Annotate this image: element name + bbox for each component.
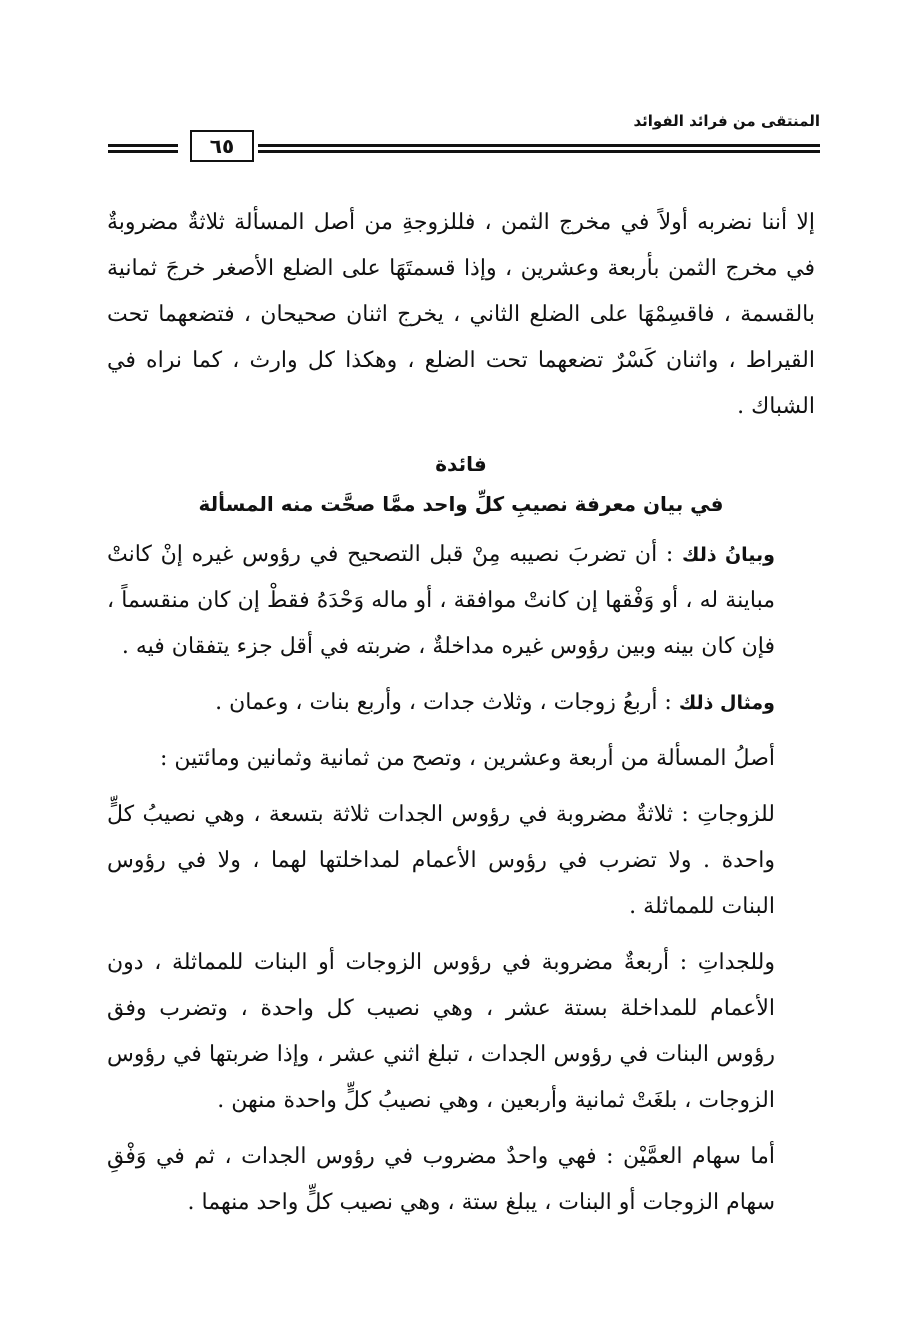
example-lead: ومثال ذلك — [678, 692, 775, 714]
base-line: أصلُ المسألة من أربعة وعشرين ، وتصح من ثمانية وثمانين ومائتين : — [159, 746, 775, 771]
section-heading: فائدة — [435, 452, 487, 476]
example-paragraph — [107, 680, 815, 726]
example-text: : أربعُ زوجات ، وثلاث جدات ، وأربع بنات ، وعمان . — [215, 690, 679, 715]
explanation-text: : أن تضربَ نصيبه مِنْ قبل التصحيح في رؤوس غيره إنْ كانتْ مباينة له ، أو وَفْقها إن كانتْ موافقة ، أو ماله وَحْدَهُ فقطْ إن كان منقسماً ، فإن كان بينه وبين رؤوس غيره مداخلةٌ ، ضربته في أقل جزء يتفقان فيه . — [107, 542, 775, 659]
wives-paragraph: للزوجاتِ : ثلاثةٌ مضروبة في رؤوس الجدات ثلاثة بتسعة ، وهي نصيبُ كلٍّ واحدة . ولا تضرب في رؤوس الأعمام لمداخلتها لهما ، ولا في رؤوس البنات للمماثلة . — [107, 802, 775, 919]
book-title: المنتقى من فرائد الفوائد — [633, 112, 820, 130]
section-heading-block — [107, 444, 815, 524]
explanation-paragraph — [107, 532, 815, 670]
page-body — [107, 200, 815, 1236]
uncles-paragraph: أما سهام العمَّيْن : فهي واحدٌ مضروب في رؤوس الجدات ، ثم في وَفْقِ سهام الزوجات أو البنات ، يبلغ ستة ، وهي نصيب كلٍّ واحد منهما . — [107, 1144, 775, 1215]
section-subheading: في بيان معرفة نصيبِ كلِّ واحد ممَّا صحَّت منه المسألة — [198, 492, 724, 516]
grandmothers-paragraph: وللجداتِ : أربعةٌ مضروبة في رؤوس الزوجات أو البنات للمماثلة ، دون الأعمام للمداخلة بستة عشر ، وهي نصيب كل واحدة ، وتضرب وفق رؤوس البنات في رؤوس الجدات ، تبلغ اثني عشر ، وإذا ضربتها في رؤوس الزوجات ، بلغَتْ ثمانية وأربعين ، وهي نصيبُ كلٍّ واحدة منهن . — [107, 950, 775, 1113]
explanation-lead: وبيانُ ذلك — [682, 544, 775, 566]
running-header — [108, 112, 820, 164]
page-number: ٦٥ — [190, 130, 254, 162]
intro-paragraph: إلا أننا نضربه أولاً في مخرج الثمن ، فللزوجةِ من أصل المسألة ثلاثةٌ مضروبةٌ في مخرج الثمن بأربعة وعشرين ، وإذا قسمتَهَا على الضلع الأصغر خرجَ ثمانية بالقسمة ، فاقسِمْهَا على الضلع الثاني ، يخرج اثنان صحيحان ، فتضعهما تحت القيراط ، واثنان كَسْرٌ تضعهما تحت الضلع ، وهكذا كل وارث ، كما نراه في الشباك . — [107, 210, 815, 419]
